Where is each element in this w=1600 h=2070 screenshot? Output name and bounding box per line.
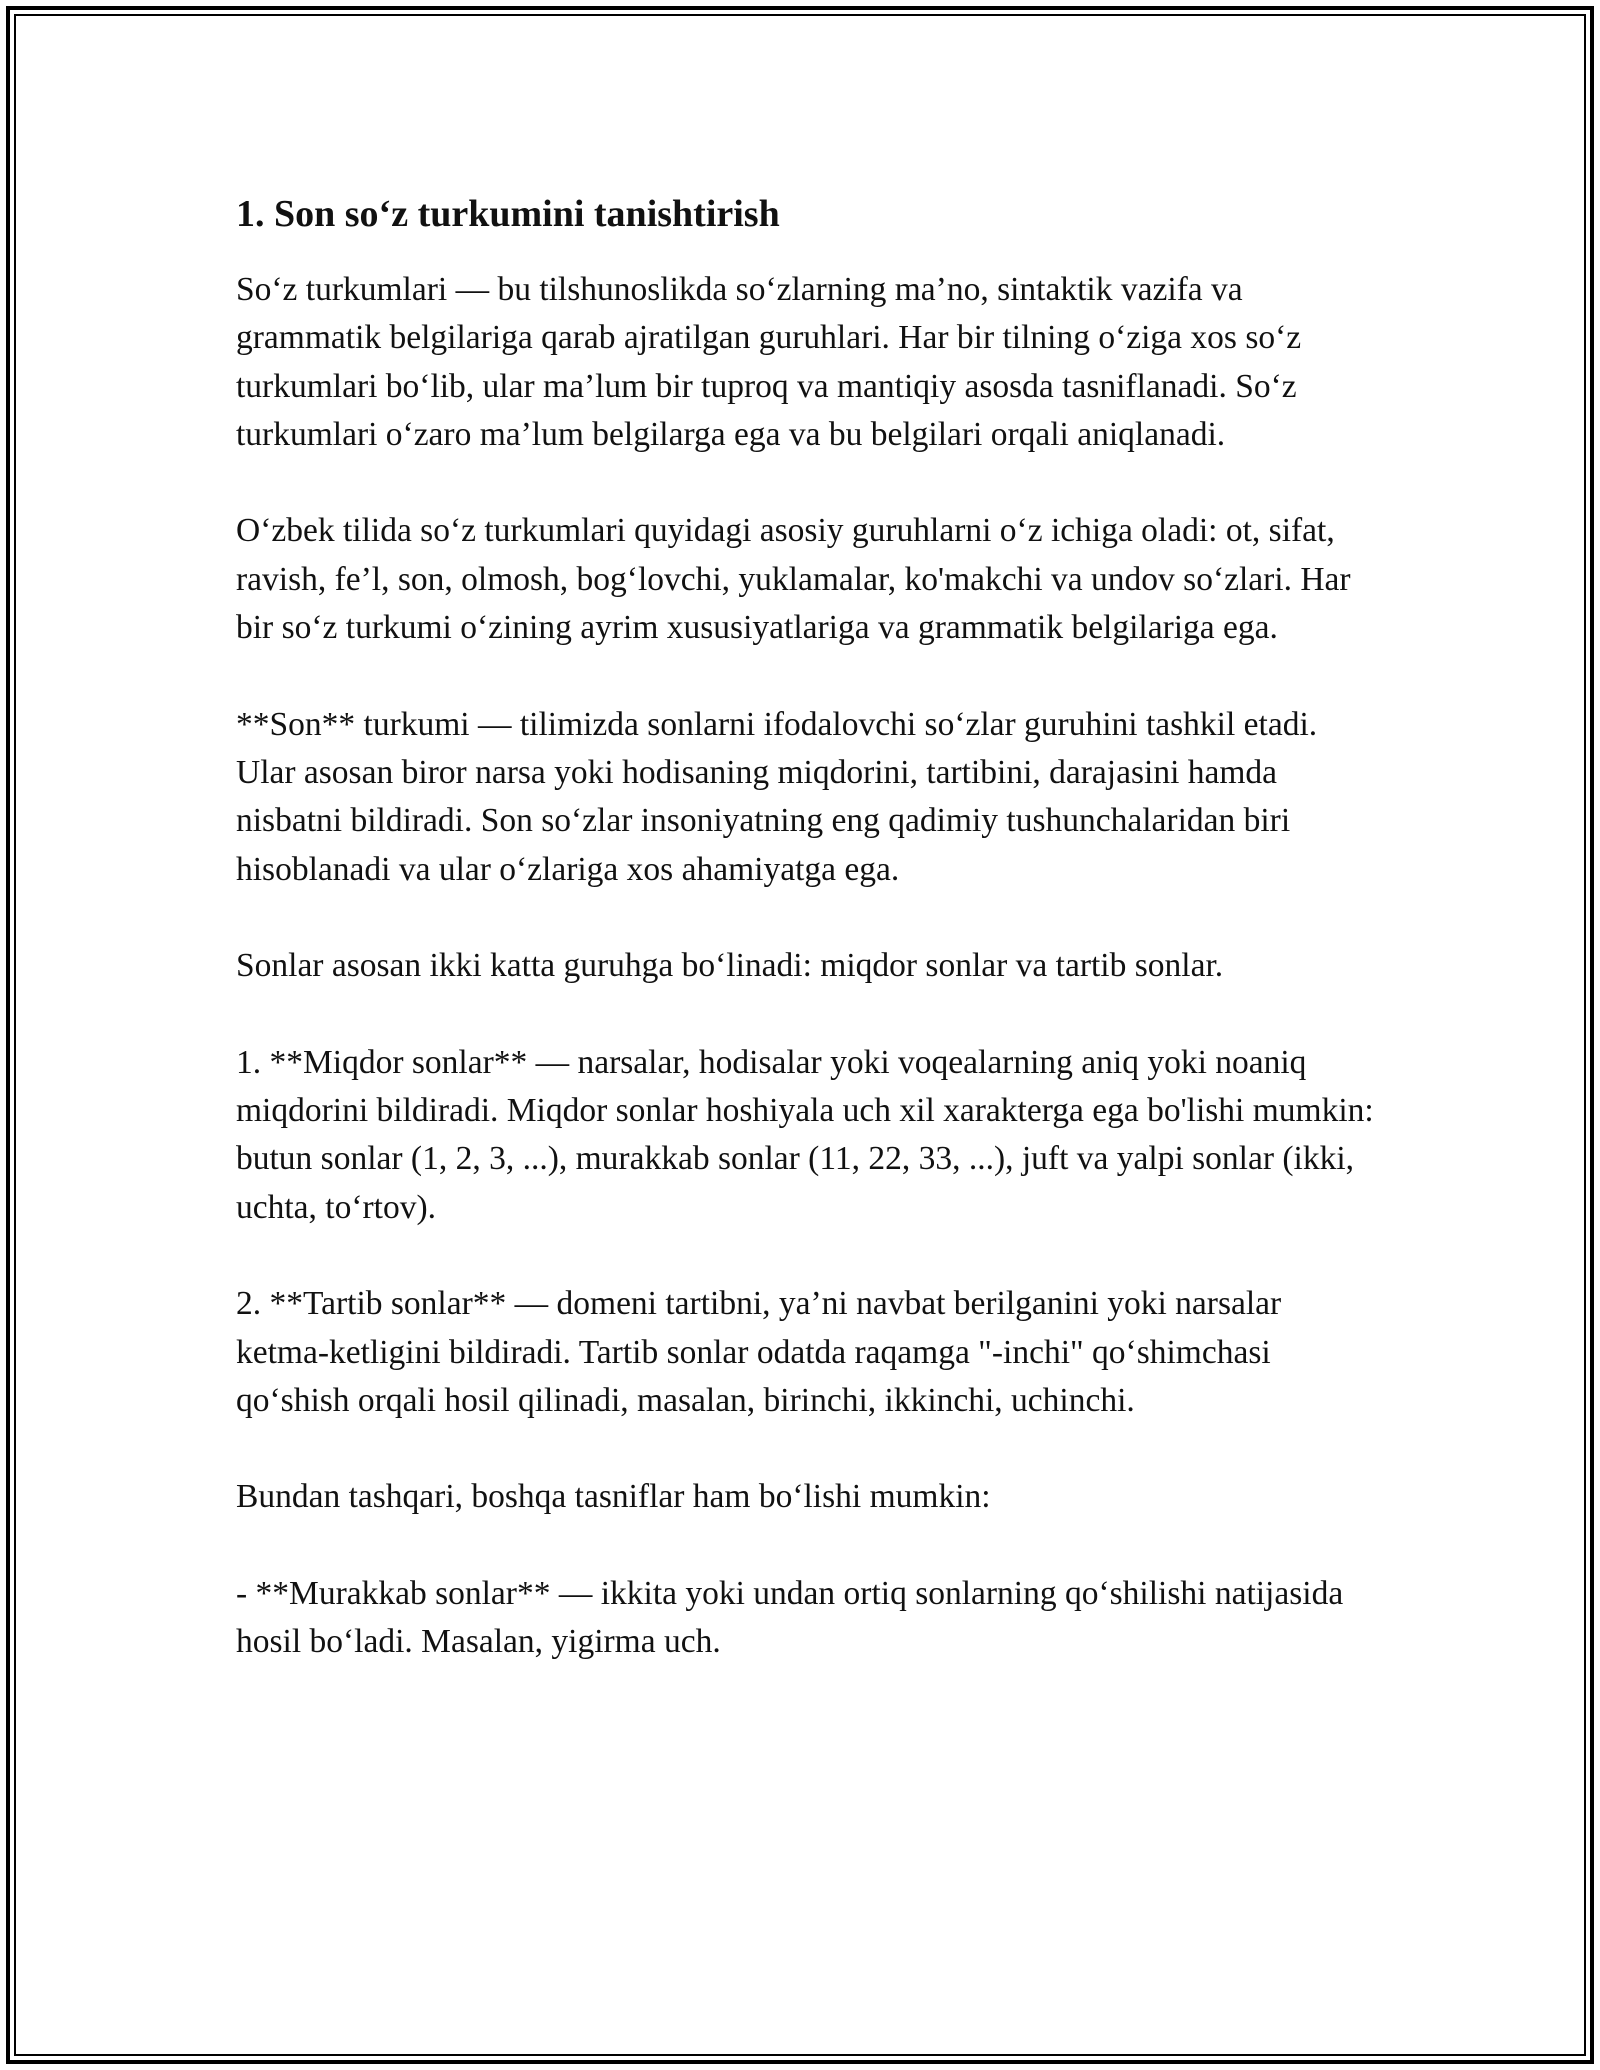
list-item-miqdor-sonlar: 1. **Miqdor sonlar** — narsalar, hodisalar yoki voqealarning aniq yoki noaniq miqdorini bildiradi. Miqdor sonlar hoshiyala uch xil xarakterga ega bo'lishi mumkin: butun sonlar (1, 2, 3, ...), murakkab sonlar (11, 22, 33, ...), juft va yalpi sonlar (ikki, uchta, to‘rtov). [236, 1043, 1374, 1226]
paragraph-son-groups: Sonlar asosan ikki katta guruhga bo‘linadi: miqdor sonlar va tartib sonlar. [236, 947, 1224, 985]
paragraph-other-classifications: Bundan tashqari, boshqa tasniflar ham bo‘lishi mumkin: [236, 1478, 991, 1516]
paragraph-word-classes: O‘zbek tilida so‘z turkumlari quyidagi asosiy guruhlarni o‘z ichiga oladi: ot, sifat, ravish, fe’l, son, olmosh, bog‘lovchi, yuklamalar, ko'makchi va undov so‘zlari. Har bir so‘z turkumi o‘zining ayrim xususiyatlariga va grammatik belgilariga ega. [236, 512, 1351, 647]
paragraph-son-definition: **Son** turkumi — tilimizda sonlarni ifodalovchi so‘zlar guruhini tashkil etadi. Ular asosan biror narsa yoki hodisaning miqdorini, tartibini, darajasini hamda nisbatni bildiradi. Son so‘zlar insoniyatning eng qadimiy tushunchalaridan biri hisoblanadi va ular o‘zlariga xos ahamiyatga ega. [236, 705, 1318, 888]
paragraph-intro: So‘z turkumlari — bu tilshunoslikda so‘zlarning ma’no, sintaktik vazifa va grammatik belgilariga qarab ajratilgan guruhlari. Har bir tilning o‘ziga xos so‘z turkumlari bo‘lib, ular ma’lum bir tuproq va mantiqiy asosda tasniflanadi. So‘z turkumlari o‘zaro ma’lum belgilarga ega va bu belgilari orqali aniqlanadi. [236, 271, 1302, 453]
list-item-tartib-sonlar: 2. **Tartib sonlar** — domeni tartibni, ya’ni navbat berilganini yoki narsalar ketma-ketligini bildiradi. Tartib sonlar odatda raqamga "-inchi" qo‘shimchasi qo‘shish orqali hosil qilinadi, masalan, birinchi, ikkinchi, uchinchi. [236, 1285, 1282, 1419]
list-item-murakkab-sonlar: - **Murakkab sonlar** — ikkita yoki undan ortiq sonlarning qo‘shilishi natijasida hosil bo‘ladi. Masalan, yigirma uch. [236, 1575, 1344, 1661]
document-title: 1. Son so‘z turkumini tanishtirish [236, 193, 780, 235]
document-body [236, 188, 1376, 1715]
